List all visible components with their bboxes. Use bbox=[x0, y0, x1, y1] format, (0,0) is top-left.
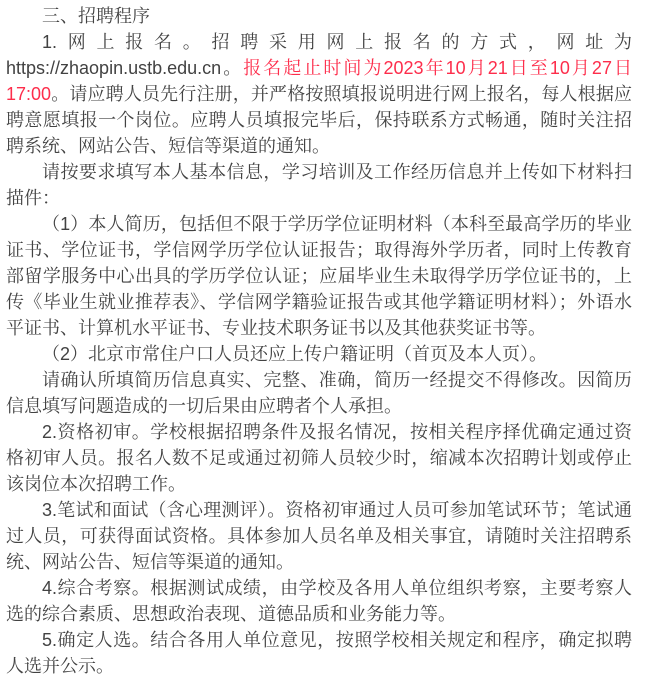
section-heading: 三、招聘程序 bbox=[42, 6, 150, 26]
registration-deadline-highlight: 报名起止时间为2023年10月21日至10月27日17:00 bbox=[6, 58, 632, 104]
paragraph-written-test-interview: 3.笔试和面试（含心理测评）。资格初审通过人员可参加笔试环节；笔试通过人员，可获得面试资格。具体参加人员名单及相关事宜，请随时关注招聘系统、网站公告、短信等渠道的通知。 bbox=[6, 500, 632, 572]
paragraph-candidate-determination: 5.确定人选。结合各用人单位意见，按照学校相关规定和程序，确定拟聘人选并公示。 bbox=[6, 630, 632, 676]
paragraph-material-item-1: （1）本人简历，包括但不限于学历学位证明材料（本科至最高学历的毕业证书、学位证书，学信网学历学位认证报告；取得海外学历者，同时上传教育部留学服务中心出具的学历学位认证；应届毕业生未取得学历学位证书的，上传《毕业生就业推荐表》、学信网学籍验证报告或其他学籍证明材料）；外语水平证书、计算机水平证书、专业技术职务证书以及其他获奖证书等。 bbox=[6, 214, 632, 338]
text-segment: 1.网上报名。招聘采用网上报名的方式，网址为 bbox=[42, 32, 632, 52]
paragraph-materials-intro: 请按要求填写本人基本信息，学习培训及工作经历信息并上传如下材料扫描件： bbox=[6, 162, 632, 208]
paragraph-online-registration bbox=[6, 29, 632, 159]
paragraph-qualification-review: 2.资格初审。学校根据招聘条件及报名情况，按相关程序择优确定通过资格初审人员。报名人数不足或通过初筛人员较少时，缩减本次招聘计划或停止该岗位本次招聘工作。 bbox=[6, 422, 632, 494]
text-segment: 。 bbox=[221, 58, 244, 78]
text-segment: 。请应聘人员先行注册，并严格按照填报说明进行网上报名，每人根据应聘意愿填报一个岗位。应聘人员填报完毕后，保持联系方式畅通，随时关注招聘系统、网站公告、短信等渠道的通知。 bbox=[6, 84, 632, 156]
paragraph-resume-confirmation: 请确认所填简历信息真实、完整、准确，简历一经提交不得修改。因简历信息填写问题造成的一切后果由应聘者个人承担。 bbox=[6, 370, 632, 416]
paragraph-material-item-2: （2）北京市常住户口人员还应上传户籍证明（首页及本人页）。 bbox=[42, 344, 548, 364]
paragraph-comprehensive-inspection: 4.综合考察。根据测试成绩，由学校及各用人单位组织考察，主要考察人选的综合素质、思想政治表现、道德品质和业务能力等。 bbox=[6, 578, 632, 624]
registration-url: https://zhaopin.ustb.edu.cn bbox=[6, 58, 222, 78]
